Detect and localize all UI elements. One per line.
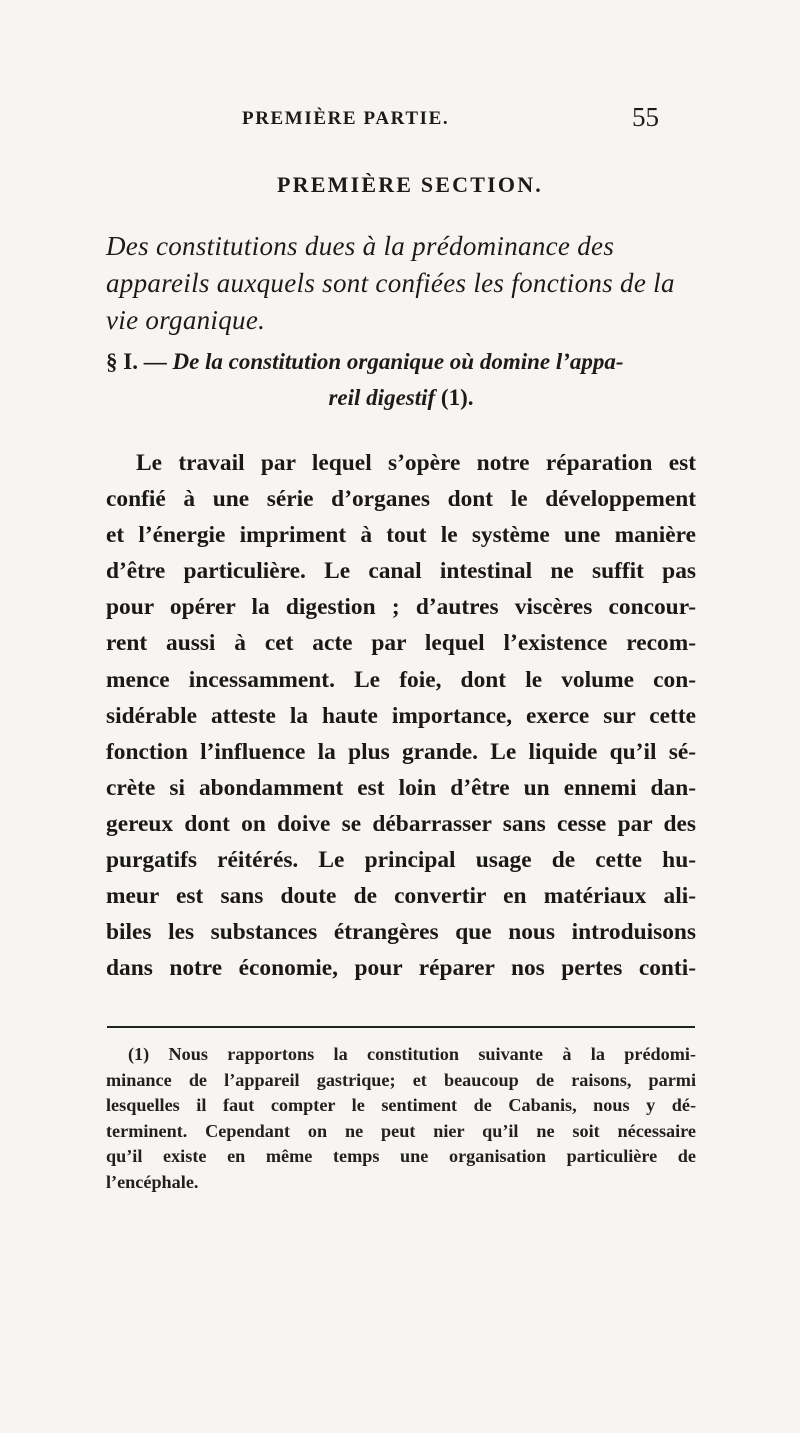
body-line: mence incessamment. Le foie, dont le volume con- — [106, 666, 696, 693]
body-line: dans notre économie, pour réparer nos pertes conti- — [106, 955, 696, 982]
body-line: Le travail par lequel s’opère notre réparation est — [136, 450, 696, 476]
footnote-line: minance de l’appareil gastrique; et beaucoup de raisons, parmi — [106, 1069, 696, 1090]
paragraph-heading-line-1 — [106, 349, 624, 374]
body-line: gereux dont on doive se débarrasser sans cesse par des — [106, 810, 696, 837]
body-line: crète si abondamment est loin d’être un ennemi dan- — [106, 774, 696, 801]
footnote-reference: (1). — [435, 385, 474, 410]
paragraph-title-part-1: De la constitution organique où domine l’appa- — [172, 349, 624, 374]
running-head — [0, 102, 800, 138]
body-line: meur est sans doute de convertir en matériaux ali- — [106, 883, 696, 910]
body-line: fonction l’influence la plus grande. Le liquide qu’il sé- — [106, 738, 696, 765]
section-title: PREMIÈRE SECTION. — [277, 172, 543, 197]
body-line: et l’énergie impriment à tout le système une manière — [106, 522, 696, 549]
body-line: sidérable atteste la haute importance, exerce sur cette — [106, 702, 696, 729]
paragraph-marker: § I. — — [106, 349, 167, 374]
running-title: PREMIÈRE PARTIE. — [242, 108, 450, 129]
footnote-line: terminent. Cependant on ne peut nier qu’il ne soit nécessaire — [106, 1120, 696, 1141]
body-line: d’être particulière. Le canal intestinal ne suffit pas — [106, 558, 696, 585]
section-subtitle: Des constitutions dues à la prédominance des appareils auxquels sont confiées les fonctions de la vie organique. — [106, 231, 675, 335]
body-line: pour opérer la digestion ; d’autres viscères concour- — [106, 594, 696, 621]
footnote-line: lesquelles il faut compter le sentiment de Cabanis, nous y dé- — [106, 1095, 696, 1115]
body-line: confié à une série d’organes dont le développement — [106, 486, 696, 513]
paragraph-title-part-2: reil digestif — [328, 385, 436, 410]
body-line: rent aussi à cet acte par lequel l’existence recom- — [106, 630, 696, 657]
footnote-line: l’encéphale. — [106, 1171, 199, 1192]
footnote — [106, 1042, 696, 1195]
footnote-line: qu’il existe en même temps une organisation particulière de — [106, 1146, 696, 1166]
footnote-separator-rule — [107, 1026, 695, 1028]
paragraph-heading — [106, 344, 696, 416]
body-line: biles les substances étrangères que nous introduisons — [106, 919, 696, 946]
body-text — [106, 445, 696, 986]
body-line: purgatifs réitérés. Le principal usage de cette hu- — [106, 847, 696, 874]
page-number: 55 — [632, 102, 659, 132]
footnote-line: (1) Nous rapportons la constitution suivante à la prédomi- — [128, 1044, 696, 1064]
paragraph-heading-line-2 — [106, 380, 696, 416]
